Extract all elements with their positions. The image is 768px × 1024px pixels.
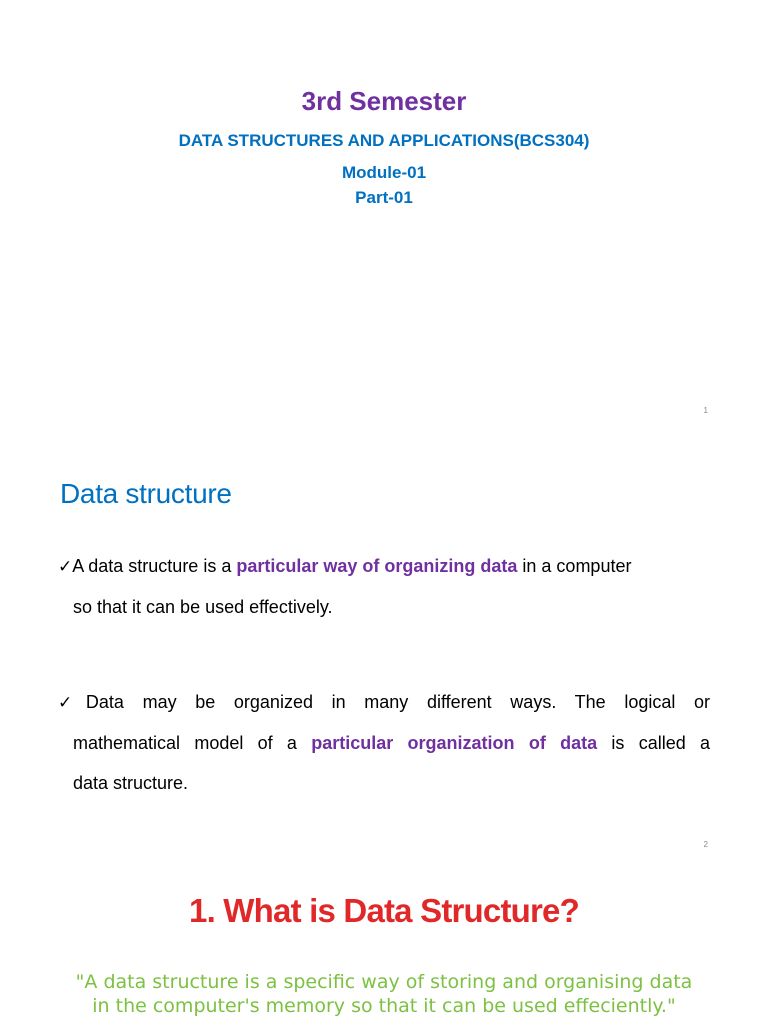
module-label: Module-01 bbox=[341, 163, 427, 182]
page-number: 1 bbox=[703, 406, 708, 415]
course-title: DATA STRUCTURES AND APPLICATIONS(BCS304) bbox=[178, 131, 590, 150]
bullet-line bbox=[58, 546, 710, 587]
page-number: 2 bbox=[703, 840, 708, 849]
slide-heading: Data structure bbox=[60, 478, 232, 509]
quote-line: in the computer's memory so that it can be used effeciently." bbox=[92, 995, 676, 1017]
bullet-text: Data may be organized in many different ways. The logical or bbox=[85, 692, 711, 712]
bullet-text: A data structure is a bbox=[72, 556, 237, 576]
bullet-text: is called a bbox=[597, 733, 711, 753]
checkmark-icon: ✓ bbox=[58, 557, 73, 577]
question-slide bbox=[0, 864, 768, 1024]
bullet-text: mathematical model of a bbox=[73, 733, 312, 753]
bullet-line: so that it can be used effectively. bbox=[73, 597, 333, 617]
checkmark-icon: ✓ bbox=[58, 693, 86, 713]
bullet-line bbox=[58, 682, 710, 723]
title-slide bbox=[0, 0, 768, 432]
bullet-point bbox=[58, 546, 710, 627]
part-label: Part-01 bbox=[355, 188, 413, 207]
highlighted-phrase: particular organization of data bbox=[311, 733, 598, 753]
bullet-point bbox=[58, 682, 710, 803]
question-title: 1. What is Data Structure? bbox=[189, 892, 579, 929]
bullet-text: in a computer bbox=[517, 556, 632, 576]
quote-line: "A data structure is a specific way of storing and organising data bbox=[75, 971, 693, 993]
definition-quote bbox=[0, 970, 768, 1018]
definition-slide bbox=[0, 432, 768, 864]
highlighted-phrase: particular way of organizing data bbox=[236, 556, 518, 576]
bullet-line: data structure. bbox=[73, 773, 189, 793]
bullet-line bbox=[58, 723, 710, 763]
semester-title: 3rd Semester bbox=[301, 86, 467, 116]
